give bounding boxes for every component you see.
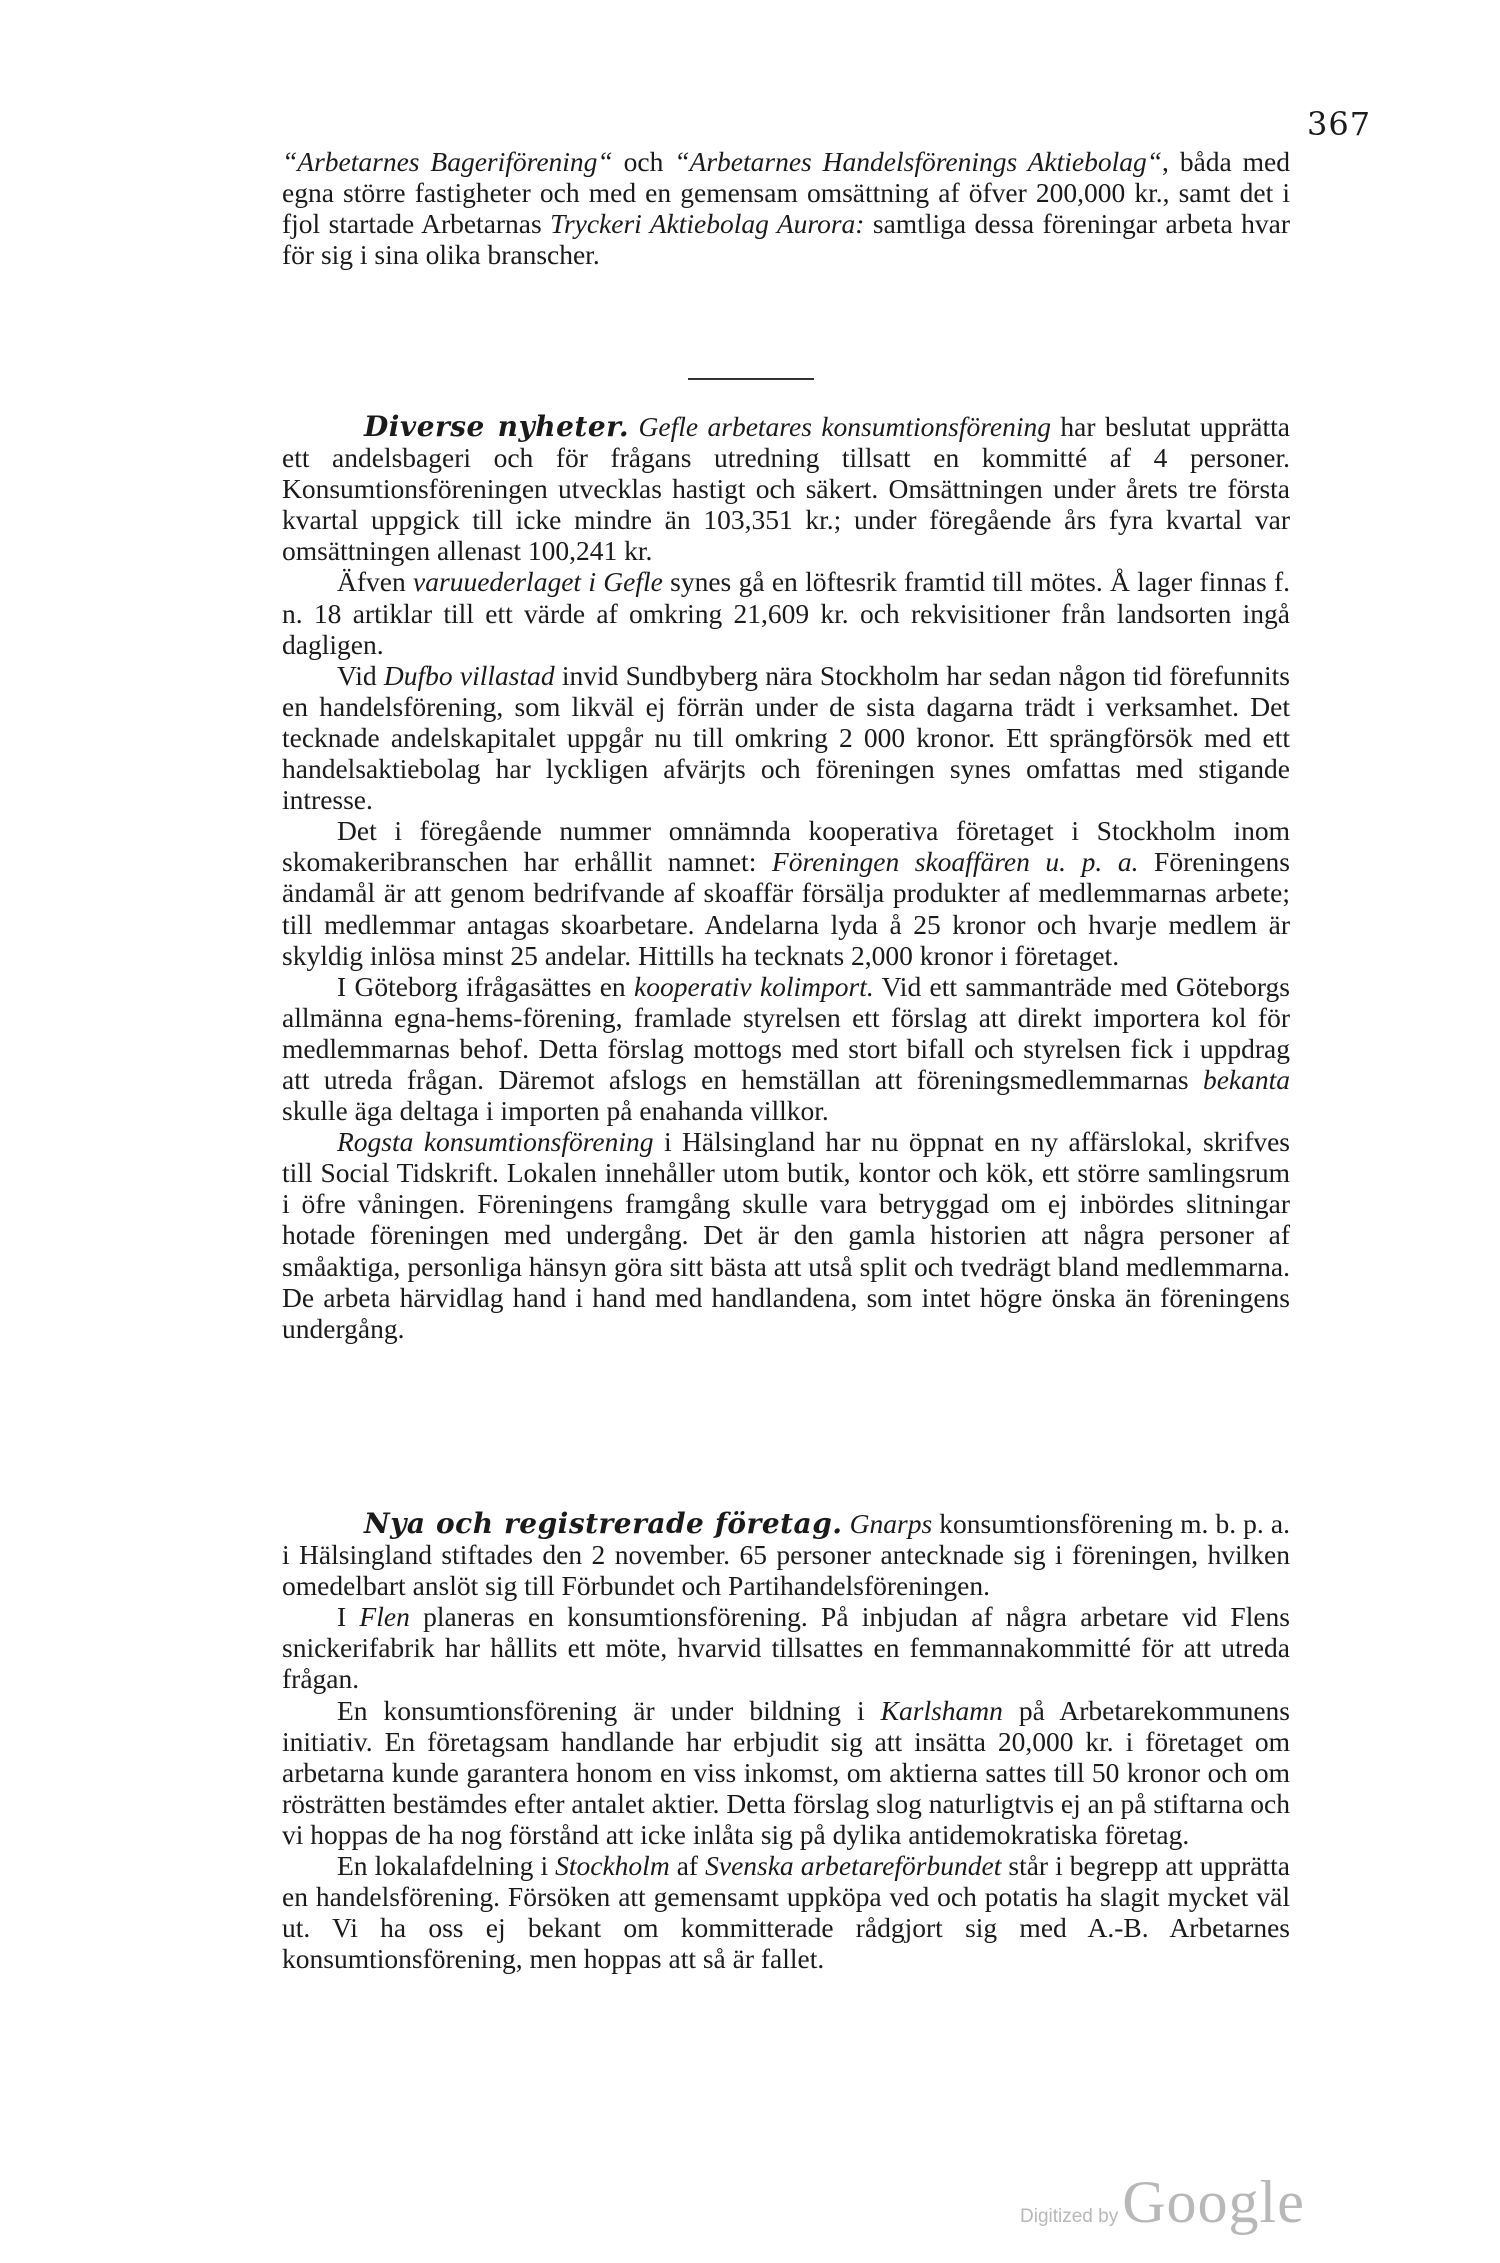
section-heading-nya: Nya och registrerade företag. [364, 1507, 843, 1540]
intro-name-1: “Arbetarnes Bageriförening“ [282, 146, 613, 177]
section-diverse-nyheter [282, 411, 1290, 1344]
nya-paragraph-1: Nya och registrerade företag. Gnarps konsumtionsförening m. b. p. a. i Hälsingland stiftades den 2 november. 65 personer antecknade sig i föreningen, hvilken omedelbart anslöt sig till Förbundet och Partihandelsföreningen. [282, 1507, 1290, 1602]
intro-name-3: Tryckeri Aktiebolag Aurora: [550, 208, 865, 240]
section-heading-diverse: Diverse nyheter. [364, 410, 630, 443]
page-number: 367 [1307, 105, 1372, 143]
nya-paragraph-3: En konsumtionsförening är under bildning i Karlshamn på Arbetarekommunens initiativ. En företagsam handlande har erbjudit sig att insätta 20,000 kr. i företaget om arbetarna kunde garantera honom en viss inkomst, om aktierna sattes till 50 kronor och om rösträtten bestämdes efter antalet aktier. Detta förslag slog naturligtvis ej an på stiftarna och vi hoppas de ha nog förstånd att icke inlåta sig på dylika antidemokratiska företag. [282, 1694, 1290, 1850]
section-divider [688, 378, 814, 380]
diverse-paragraph-4: Det i föregående nummer omnämnda kooperativa företaget i Stockholm inom skomakeribranschen har erhållit namnet: Föreningen skoaffären u. p. a. Föreningens ändamål är att genom bedrifvande af skoaffär försälja produkter af medlemmarnas arbete; till medlemmar antagas skoarbetare. Andelarna lyda å 25 kronor och hvarje medlem är skyldig inlösa minst 25 andelar. Hittills ha tecknats 2,000 kronor i företaget. [282, 815, 1291, 971]
diverse-paragraph-2: Äfven varuuederlaget i Gefle synes gå en löftesrik framtid till mötes. Å lager finnas f. n. 18 artiklar till ett värde af omkring 21,609 kr. och rekvisitioner från landsorten ingå dagligen. [282, 566, 1290, 660]
intro-name-2: “Arbetarnes Handelsförenings Aktiebolag“ [674, 146, 1163, 177]
nya-paragraph-2: I Flen planeras en konsumtionsförening. På inbjudan af några arbetare vid Flens snickerifabrik har hållits ett möte, hvarvid tillsattes en femmannakommitté för att utreda frågan. [282, 1601, 1290, 1695]
google-logo: Google [1122, 2169, 1305, 2235]
watermark-prefix: Digitized by [1020, 2206, 1119, 2227]
diverse-paragraph-5: I Göteborg ifrågasättes en kooperativ kolimport. Vid ett sammanträde med Göteborgs allmänna egna-hems-förening, framlade styrelsen ett förslag att direkt importera kol för medlemmarnas behof. Detta förslag mottogs med stort bifall och styrelsen fick i uppdrag att utreda frågan. Däremot afslogs en hemställan att föreningsmedlemmarnas bekanta skulle äga deltaga i importen på enahanda villkor. [282, 970, 1291, 1127]
diverse-paragraph-1: Diverse nyheter. Gefle arbetares konsumtionsförening har beslutat upprätta ett andelsbageri och för frågans utredning tillsatt en kommitté af 4 personer. Konsumtionsföreningen utvecklas hastigt och säkert. Omsättningen under årets tre första kvartal uppgick till icke mindre än 103,351 kr.; under föregående års fyra kvartal var omsättningen allenast 100,241 kr. [282, 410, 1290, 567]
section-nya-foretag [282, 1508, 1290, 1974]
nya-paragraph-4: En lokalafdelning i Stockholm af Svenska arbetareförbundet står i begrepp att upprätta en handelsförening. Försöken att gemensamt uppköpa ved och potatis ha slagit mycket väl ut. Vi ha oss ej bekant om kommitterade rådgjort sig med A.-B. Arbetarnes konsumtionsförening, men hoppas att så är fallet. [282, 1850, 1290, 1975]
diverse-paragraph-6: Rogsta konsumtionsförening i Hälsingland har nu öppnat en ny affärslokal, skrifves till Social Tidskrift. Lokalen innehåller utom butik, kontor och kök, ett större samlingsrum i öfre våningen. Föreningens framgång skulle vara betryggad om ej inbördes slitningar hotade föreningen med undergång. Det är den gamla historien att några personer af småaktiga, personliga hänsyn göra sitt bästa att utså split och tvedrägt bland medlemmarna. De arbeta härvidlag hand i hand med handlandena, som intet högre önska än föreningens undergång. [282, 1126, 1291, 1344]
digitized-watermark [1020, 2168, 1305, 2237]
diverse-paragraph-3: Vid Dufbo villastad invid Sundbyberg nära Stockholm har sedan någon tid förefunnits en handelsförening, som likväl ej förrän under de sista dagarna trädt i verksamhet. Det tecknade andelskapitalet uppgår nu till omkring 2 000 kronor. Ett sprängförsök med ett handelsaktiebolag har lyckligen afvärjts och föreningen synes omfattas med stigande intresse. [282, 659, 1290, 816]
intro-paragraph: “Arbetarnes Bageriförening“ och “Arbetarnes Handelsförenings Aktiebolag“, båda med egna större fastigheter och med en gemensam omsättning af öfver 200,000 kr., samt det i fjol startade Arbetarnas Tryckeri Aktiebolag Aurora: samtliga dessa föreningar arbeta hvar för sig i sina olika branscher. [282, 146, 1290, 271]
